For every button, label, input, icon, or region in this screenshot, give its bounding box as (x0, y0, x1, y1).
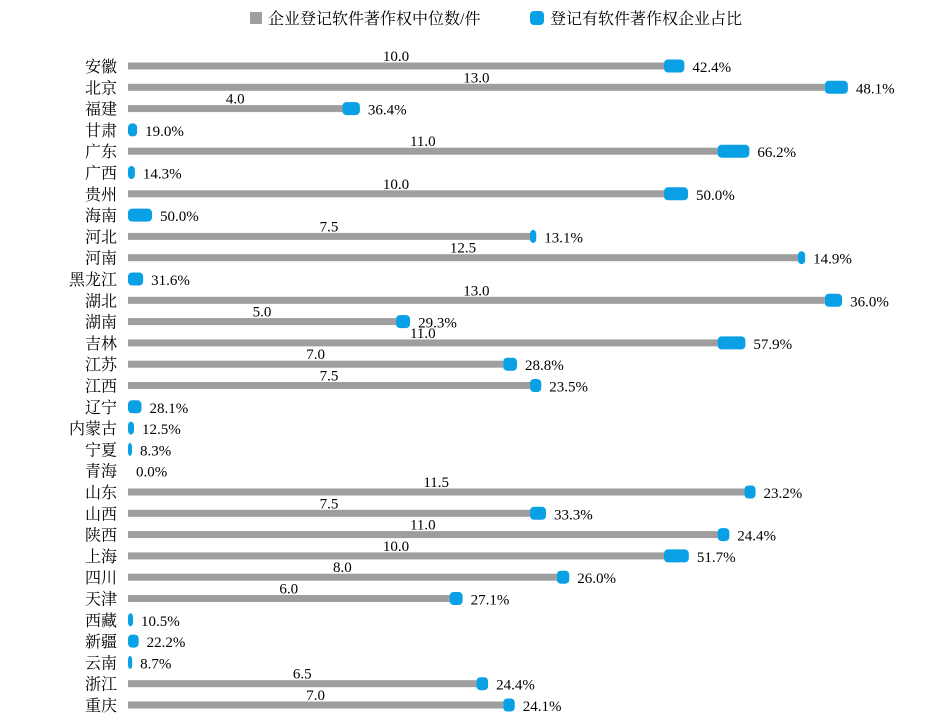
median-label: 10.0 (382, 176, 410, 193)
legend (250, 10, 742, 28)
share-marker (128, 209, 152, 222)
category-label: 山西 (84, 506, 117, 524)
category-label: 广西 (84, 165, 117, 183)
share-marker (503, 699, 515, 712)
share-marker (503, 358, 517, 371)
share-marker (664, 549, 689, 562)
share-marker (664, 60, 684, 73)
share-label: 28.8% (525, 358, 564, 375)
category-label: 贵州 (84, 186, 117, 204)
share-marker (396, 315, 410, 328)
category-label: 安徽 (84, 59, 117, 76)
share-label: 14.3% (142, 166, 182, 183)
median-label: 7.0 (306, 347, 325, 364)
plot-area (69, 49, 895, 715)
category-label: 甘肃 (84, 122, 117, 140)
share-marker (530, 379, 541, 392)
share-label: 8.3% (139, 443, 172, 460)
share-label: 23.2% (763, 486, 803, 502)
share-marker (476, 677, 488, 690)
category-label: 新疆 (84, 634, 117, 652)
share-label: 28.1% (149, 400, 189, 417)
median-label: 13.0 (463, 283, 490, 300)
share-marker (718, 145, 750, 158)
share-marker (128, 613, 133, 626)
share-label: 42.4% (692, 60, 732, 76)
category-label: 河北 (84, 229, 117, 247)
share-label: 12.5% (142, 422, 181, 439)
share-label: 33.3% (553, 507, 593, 524)
share-marker (128, 123, 137, 136)
share-marker (342, 102, 359, 115)
share-label: 29.3% (418, 315, 457, 332)
share-label: 14.9% (813, 251, 852, 268)
category-label: 陕西 (84, 527, 117, 545)
category-label: 黑龙江 (68, 272, 117, 289)
legend-label-share: 登记有软件著作权企业占比 (550, 11, 743, 28)
share-label: 51.7% (696, 549, 736, 566)
median-label: 11.5 (423, 475, 450, 491)
category-label: 上海 (84, 548, 117, 566)
category-label: 福建 (84, 101, 117, 119)
share-marker (530, 507, 546, 520)
median-label: 7.0 (306, 688, 325, 704)
share-marker (128, 400, 141, 413)
share-label: 31.6% (151, 273, 190, 289)
category-label: 吉林 (84, 335, 117, 353)
share-marker (128, 422, 134, 435)
median-label: 7.5 (319, 496, 339, 513)
share-marker (798, 251, 805, 264)
category-label: 宁夏 (84, 442, 117, 460)
share-label: 48.1% (855, 81, 895, 98)
category-label: 江苏 (84, 357, 117, 375)
share-label: 26.0% (577, 571, 617, 588)
share-marker (128, 656, 132, 669)
share-label: 50.0% (696, 187, 735, 204)
median-label: 7.5 (319, 219, 339, 236)
share-label: 24.1% (522, 699, 562, 715)
share-label: 0.0% (136, 464, 168, 481)
share-label: 22.2% (146, 635, 186, 652)
category-label: 重庆 (84, 698, 117, 715)
share-marker (128, 443, 132, 456)
median-label: 11.0 (409, 517, 436, 534)
share-label: 66.2% (757, 145, 797, 162)
share-marker (718, 336, 746, 349)
share-marker (530, 230, 536, 243)
share-marker (128, 273, 143, 286)
median-label: 11.0 (409, 134, 436, 151)
median-label: 4.0 (225, 91, 245, 108)
share-marker (825, 81, 848, 94)
share-marker (718, 528, 730, 541)
share-marker (128, 635, 139, 648)
category-label: 湖南 (84, 314, 117, 332)
category-label: 青海 (84, 463, 117, 481)
category-label: 广东 (84, 144, 117, 162)
category-label: 海南 (84, 208, 117, 226)
share-label: 27.1% (470, 592, 510, 609)
category-label: 四川 (84, 570, 117, 588)
share-label: 23.5% (549, 379, 589, 396)
share-marker (825, 294, 842, 307)
median-label: 13.0 (463, 70, 490, 87)
share-label: 19.0% (145, 123, 184, 140)
category-label: 河南 (84, 250, 117, 268)
category-label: 辽宁 (84, 399, 117, 417)
median-label: 6.0 (279, 581, 299, 598)
legend-label-median: 企业登记软件著作权中位数/件 (268, 11, 481, 28)
share-label: 13.1% (544, 230, 584, 247)
share-label: 36.4% (367, 102, 407, 119)
median-label: 11.0 (409, 325, 436, 342)
legend-swatch-share (530, 11, 544, 25)
share-marker (664, 187, 688, 200)
category-label: 江西 (84, 378, 117, 396)
legend-swatch-median (250, 12, 262, 24)
category-label: 天津 (84, 591, 117, 609)
median-label: 10.0 (382, 49, 410, 65)
share-label: 24.4% (737, 528, 777, 545)
median-label: 7.5 (319, 368, 339, 385)
median-label: 5.0 (252, 304, 272, 321)
median-label: 10.0 (382, 538, 410, 555)
median-label: 12.5 (449, 240, 477, 257)
category-label: 山东 (84, 485, 117, 502)
median-label: 8.0 (333, 560, 352, 577)
category-label: 北京 (84, 80, 117, 98)
share-label: 57.9% (753, 336, 793, 353)
category-label: 湖北 (84, 293, 117, 311)
category-label: 云南 (84, 655, 117, 673)
share-label: 10.5% (141, 613, 180, 630)
share-marker (128, 166, 135, 179)
category-label: 西藏 (84, 612, 117, 630)
share-marker (744, 486, 755, 499)
share-label: 8.7% (140, 656, 172, 673)
median-label: 6.5 (292, 666, 312, 683)
category-label: 浙江 (84, 676, 117, 694)
category-label: 内蒙古 (68, 421, 117, 439)
share-label: 24.4% (496, 677, 535, 694)
share-marker (557, 571, 569, 584)
share-label: 50.0% (160, 209, 199, 226)
share-marker (450, 592, 463, 605)
share-label: 36.0% (850, 294, 889, 311)
